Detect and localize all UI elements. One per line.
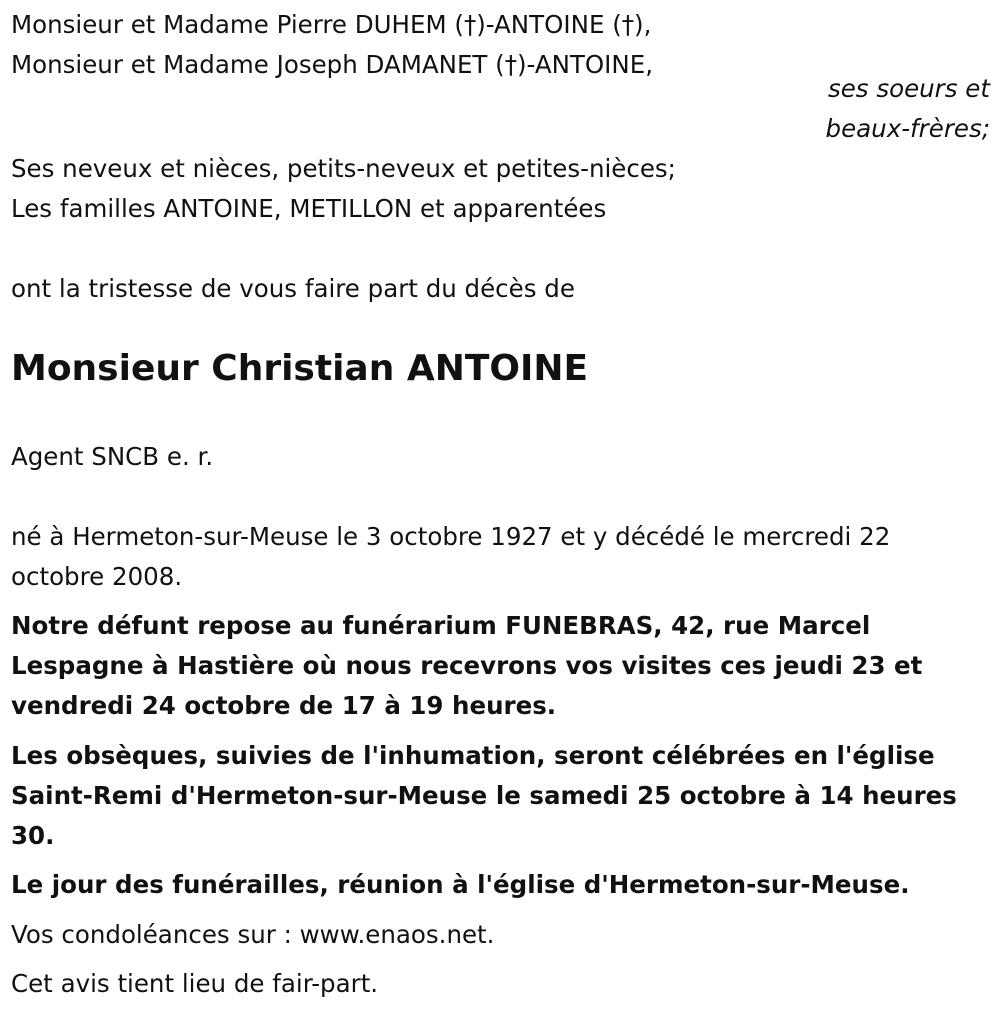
deceased-name: Monsieur Christian ANTOINE [11, 348, 589, 389]
gathering-line: Le jour des funérailles, réunion à l'église d'Hermeton-sur-Meuse. [11, 870, 910, 899]
visitation-line-3: vendredi 24 octobre de 17 à 19 heures. [11, 691, 557, 720]
family-line-damanet: Monsieur et Madame Joseph DAMANET (†)-ANTOINE, [11, 50, 654, 79]
intro-line: ont la tristesse de vous faire part du décès de [11, 274, 575, 303]
funeral-line-3: 30. [11, 821, 55, 850]
visitation-line-2: Lespagne à Hastière où nous recevrons vos visites ces jeudi 23 et [11, 651, 923, 680]
families-line: Les familles ANTOINE, METILLON et apparentées [11, 194, 607, 223]
funeral-line-1: Les obsèques, suivies de l'inhumation, seront célébrées en l'église [11, 741, 935, 770]
visitation-line-1: Notre défunt repose au funérarium FUNEBRAS, 42, rue Marcel [11, 611, 871, 640]
funeral-line-2: Saint-Remi d'Hermeton-sur-Meuse le samedi 25 octobre à 14 heures [11, 781, 957, 810]
birth-death-line-1: né à Hermeton-sur-Meuse le 3 octobre 1927 et y décédé le mercredi 22 [11, 522, 891, 551]
condolences-line: Vos condoléances sur : www.enaos.net. [11, 920, 495, 949]
relation-note-line-1: ses soeurs et [827, 74, 990, 103]
family-line-duhem: Monsieur et Madame Pierre DUHEM (†)-ANTOINE (†), [11, 10, 652, 39]
occupation-line: Agent SNCB e. r. [11, 442, 214, 471]
nephews-nieces-line: Ses neveux et nièces, petits-neveux et petites-nièces; [11, 154, 676, 183]
birth-death-line-2: octobre 2008. [11, 562, 183, 591]
relation-note-line-2: beaux-frères; [825, 114, 990, 143]
notice-line: Cet avis tient lieu de fair-part. [11, 969, 379, 998]
